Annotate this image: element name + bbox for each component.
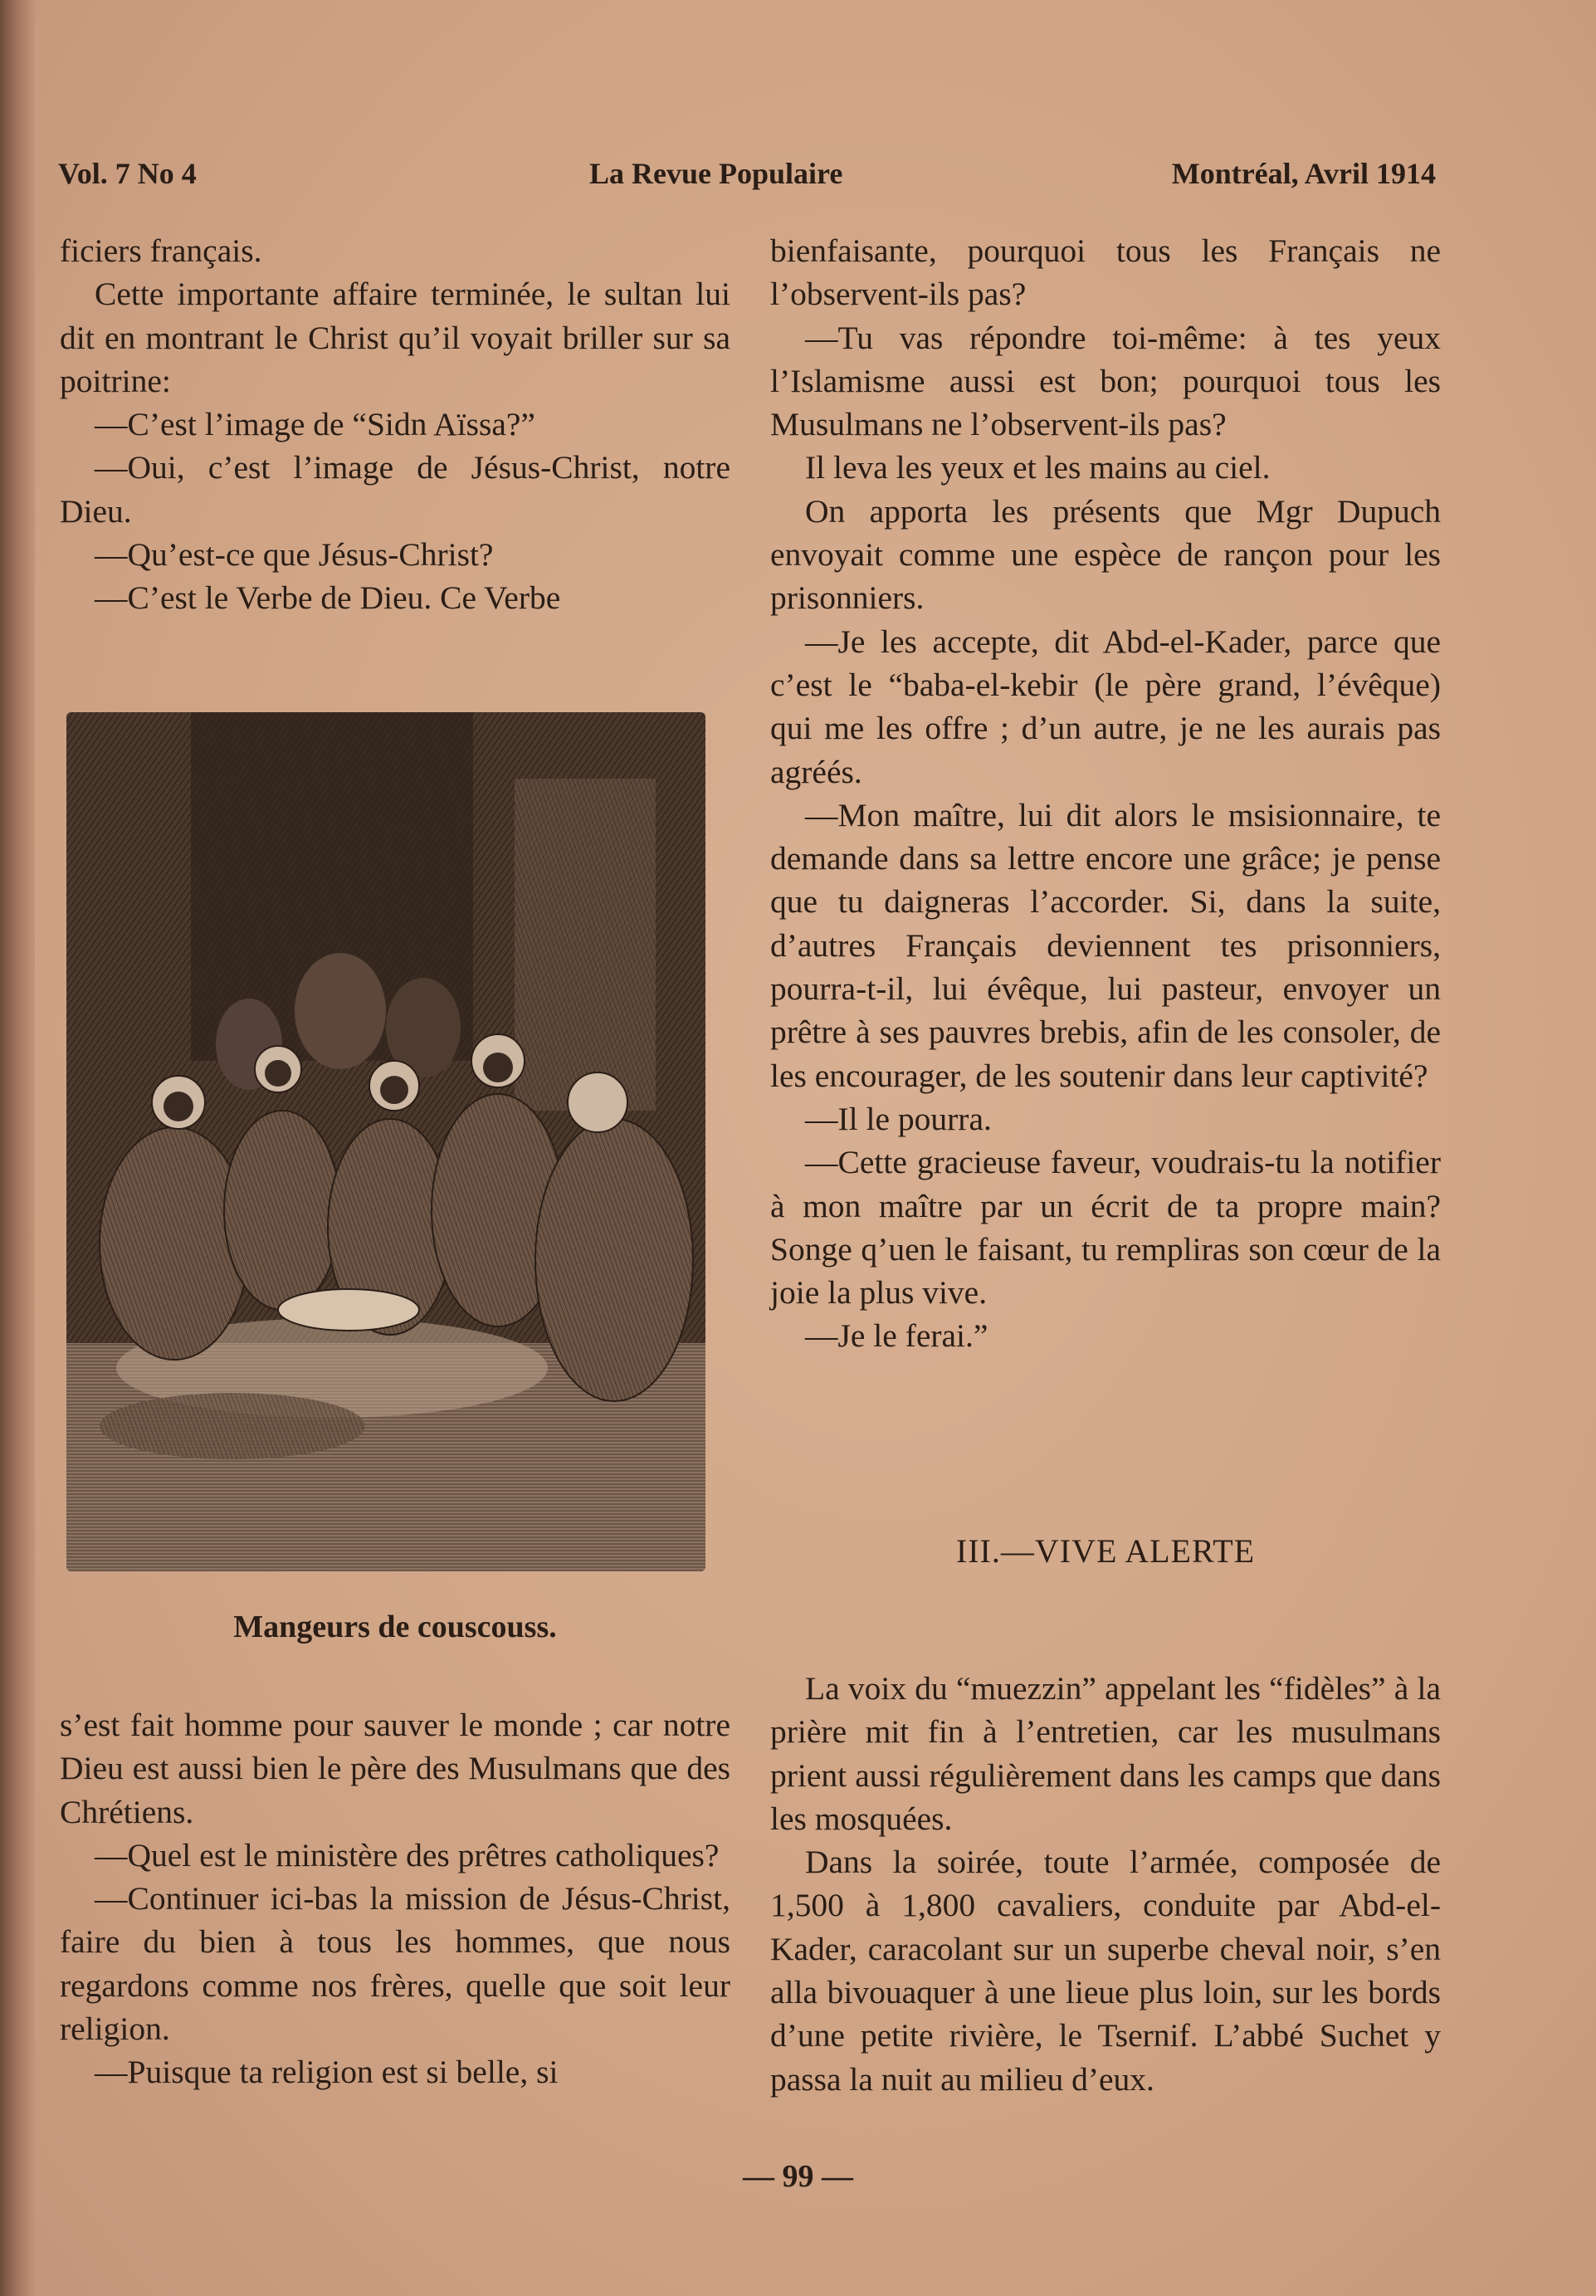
- paragraph: —C’est le Verbe de Dieu. Ce Verbe: [95, 579, 561, 617]
- page-binding-edge: [0, 0, 35, 2296]
- paragraph: Cette importante affaire terminée, le sultan lui dit en montrant le Christ qu’il voyait briller sur sa poitrine:: [60, 276, 730, 399]
- section-heading: III.—VIVE ALERTE: [955, 1532, 1256, 1570]
- paragraph: —Mon maître, lui dit alors le msisionnaire, te demande dans sa lettre encore une grâce; je pense que tu daigneras l’accorder. Si, dans la suite, d’autres Français deviennent tes prisonniers, pourra-t-il, lui évêque, lui pasteur, envoyer un prêtre à ses pauvres brebis, afin de les consoler, de les encourager, de les soutenir dans leur captivité?: [770, 796, 1441, 1094]
- paragraph: —Oui, c’est l’image de Jésus-Christ, notre Dieu.: [60, 449, 730, 530]
- page-number: — 99 —: [743, 2159, 853, 2194]
- engraving-illustration: [66, 712, 705, 1571]
- left-column-bottom: [60, 1703, 730, 2094]
- paragraph: On apporta les présents que Mgr Dupuch envoyait comme une espèce de rançon pour les prisonniers.: [770, 492, 1441, 617]
- running-header: [58, 156, 1436, 198]
- paragraph: —Tu vas répondre toi-même: à tes yeux l’Islamisme aussi est bon; pourquoi tous les Musulmans ne l’observent-ils pas?: [770, 319, 1441, 443]
- right-column-bottom: [770, 1667, 1441, 2101]
- paragraph: —Qu’est-ce que Jésus-Christ?: [95, 536, 494, 574]
- paragraph: —C’est l’image de “Sidn Aïssa?”: [95, 406, 535, 443]
- paragraph: La voix du “muezzin” appelant les “fidèles” à la prière mit fin à l’entretien, car les musulmans prient aussi régulièrement dans les camps que dans les mosquées.: [770, 1670, 1441, 1837]
- paragraph: —Puisque ta religion est si belle, si: [95, 2054, 559, 2091]
- paragraph: —Il le pourra.: [805, 1100, 992, 1137]
- paragraph: ficiers français.: [60, 232, 262, 269]
- left-column-top: [60, 229, 730, 620]
- paragraph: bienfaisante, pourquoi tous les Français ne l’observent-ils pas?: [770, 232, 1441, 313]
- header-magazine-title: La Revue Populaire: [589, 157, 843, 190]
- right-column-top: [770, 229, 1441, 1358]
- paragraph: s’est fait homme pour sauver le monde ; car notre Dieu est aussi bien le père des Musulmans que des Chrétiens.: [60, 1707, 730, 1830]
- paragraph: —Cette gracieuse faveur, voudrais-tu la notifier à mon maître par un écrit de ta propre main? Songe q’uen le faisant, tu rempliras son cœur de la joie la plus vive.: [770, 1144, 1441, 1312]
- paragraph: Dans la soirée, toute l’armée, composée de 1,500 à 1,800 cavaliers, conduite par Abd-el-Kader, caracolant sur un superbe cheval noir, s’en alla bivouaquer à une lieue plus loin, sur les bords d’une petite rivière, le Tsernif. L’abbé Suchet y passa la nuit au milieu d’eux.: [770, 1844, 1441, 2098]
- paragraph: —Je les accepte, dit Abd-el-Kader, parce que c’est le “baba-el-kebir (le père grand, l’évêque) qui me les offre ; d’un autre, je ne les aurais pas agréés.: [770, 623, 1441, 790]
- paragraph: Il leva les yeux et les mains au ciel.: [805, 449, 1271, 486]
- paragraph: —Je le ferai.”: [805, 1317, 988, 1355]
- paragraph: —Quel est le ministère des prêtres catholiques?: [95, 1836, 720, 1873]
- header-volume: Vol. 7 No 4: [58, 157, 197, 190]
- header-date: Montréal, Avril 1914: [1171, 157, 1436, 190]
- illustration-caption: Mangeurs de couscouss.: [233, 1610, 557, 1644]
- paragraph: —Continuer ici-bas la mission de Jésus-Christ, faire du bien à tous les hommes, que nous regardons comme nos frères, quelle que soit leur religion.: [60, 1880, 730, 2048]
